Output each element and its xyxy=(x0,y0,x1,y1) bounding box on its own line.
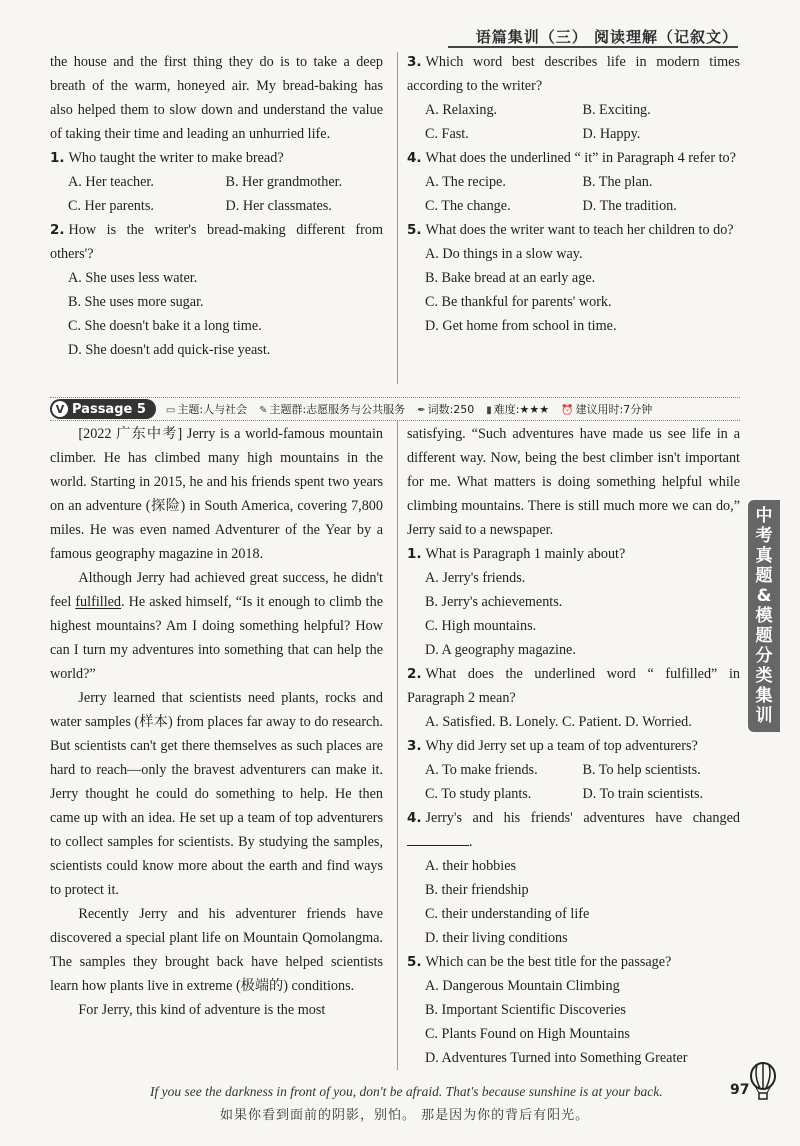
option-a[interactable]: A. Relaxing. xyxy=(425,102,498,118)
q4-options-row2 xyxy=(407,194,740,218)
q3-options-row1 xyxy=(407,98,740,122)
q1-options-row2 xyxy=(50,194,383,218)
option-c[interactable]: C. To study plants. xyxy=(425,786,532,802)
option-c[interactable]: C. Her parents. xyxy=(68,198,154,214)
topic-group-label: ✎ 主题群:志愿服务与公共服务 xyxy=(259,403,406,416)
option-a[interactable]: A. To make friends. xyxy=(425,762,538,778)
question-3: 3. Why did Jerry set up a team of top adventurers? xyxy=(407,738,698,754)
difficulty-label: ▮ 难度:★★★ xyxy=(486,403,550,416)
option-a[interactable]: A. Dangerous Mountain Climbing xyxy=(425,978,620,994)
header-rule xyxy=(448,46,738,48)
option-d[interactable]: D. A geography magazine. xyxy=(425,642,576,658)
question-5: 5. Which can be the best title for the passage? xyxy=(407,954,672,970)
option-c[interactable]: C. Plants Found on High Mountains xyxy=(425,1026,630,1042)
q1-options-row1 xyxy=(50,170,383,194)
option-c[interactable]: C. Fast. xyxy=(425,126,469,142)
option-d[interactable]: D. their living conditions xyxy=(425,930,568,946)
top-left-column xyxy=(50,50,383,362)
q2-options[interactable]: A. Satisfied. B. Lonely. C. Patient. D. Worried. xyxy=(425,714,692,730)
paragraph-2: Although Jerry had achieved great success, he didn't feel fulfilled. He asked himself, “Is it enough to climb the highest mountains? Am I doing something helpful? How can I turn my adventures into something that can help the world?” xyxy=(50,570,383,682)
q4-options-row1 xyxy=(407,170,740,194)
monitor-icon: ▭ xyxy=(165,405,176,416)
quill-icon: ✒ xyxy=(417,405,426,416)
passage-banner xyxy=(50,397,740,421)
question-2: 2. How is the writer's bread-making different from others'? xyxy=(50,222,383,262)
question-1: 1. Who taught the writer to make bread? xyxy=(50,150,284,166)
footer-quote-english: If you see the darkness in front of you, don't be afraid. That's because sunshine is at your back. xyxy=(150,1084,663,1099)
paragraph-5: For Jerry, this kind of adventure is the most xyxy=(78,1002,326,1018)
paragraph-4: Recently Jerry and his adventurer friends have discovered a special plant life on Mountain Qomolangma. The samples they brought back have helped scientists learn how plants live in extreme (极端的) conditions. xyxy=(50,906,383,994)
option-b[interactable]: B. Her grandmother. xyxy=(225,174,343,190)
column-divider xyxy=(397,420,398,1070)
underlined-word: fulfilled xyxy=(75,594,122,610)
option-d[interactable]: D. Get home from school in time. xyxy=(425,318,617,334)
question-4: 4. What does the underlined “ it” in Paragraph 4 refer to? xyxy=(407,150,736,166)
option-d[interactable]: D. Her classmates. xyxy=(225,198,332,214)
passage-badge-icon: V xyxy=(52,401,68,417)
section-title: 语篇集训（三） 阅读理解（记叙文） xyxy=(475,28,738,46)
questions-column xyxy=(407,422,740,1070)
option-a[interactable]: A. The recipe. xyxy=(425,174,506,190)
footer-quote-chinese: 如果你看到面前的阴影，别怕。 那是因为你的背后有阳光。 xyxy=(220,1108,590,1123)
option-a[interactable]: A. Her teacher. xyxy=(68,174,154,190)
option-b[interactable]: B. Bake bread at an early age. xyxy=(425,270,596,286)
question-1: 1. What is Paragraph 1 mainly about? xyxy=(407,546,626,562)
option-b[interactable]: B. The plan. xyxy=(582,174,653,190)
column-divider xyxy=(397,52,398,384)
q3-options-row2 xyxy=(407,782,740,806)
word-count-label: ✒ 词数:250 xyxy=(417,403,475,416)
option-d[interactable]: D. Adventures Turned into Something Greater xyxy=(425,1050,688,1066)
question-2: 2. What does the underlined word “ fulfilled” in Paragraph 2 mean? xyxy=(407,666,740,706)
pencil-icon: ✎ xyxy=(259,405,268,416)
q3-options-row2 xyxy=(407,122,740,146)
answer-blank[interactable] xyxy=(407,831,469,846)
option-c[interactable]: C. their understanding of life xyxy=(425,906,590,922)
paragraph-1: [2022 广东中考] Jerry is a world-famous mountain climber. He has climbed many high mountains in the world. Starting in 2015, he and his friends spent two years on an adventure (探险) in South America, covering 7,800 miles. He was even named Adventurer of the Year by a famous geography magazine in 2018. xyxy=(50,426,383,562)
option-d[interactable]: D. Happy. xyxy=(582,126,641,142)
page-number: 97 xyxy=(730,1082,750,1098)
option-c[interactable]: C. Be thankful for parents' work. xyxy=(425,294,612,310)
time-label: ⏰ 建议用时:7分钟 xyxy=(561,403,653,416)
option-a[interactable]: A. She uses less water. xyxy=(68,270,198,286)
option-b[interactable]: B. Important Scientific Discoveries xyxy=(425,1002,626,1018)
top-right-column xyxy=(407,50,740,338)
passage-badge: V Passage 5 xyxy=(50,399,156,419)
topic-label: ▭ 主题:人与社会 xyxy=(165,403,248,416)
option-b[interactable]: B. their friendship xyxy=(425,882,529,898)
option-a[interactable]: A. Jerry's friends. xyxy=(425,570,526,586)
q3-options-row1 xyxy=(407,758,740,782)
option-b[interactable]: B. Exciting. xyxy=(582,102,651,118)
option-a[interactable]: A. their hobbies xyxy=(425,858,517,874)
question-3: 3. Which word best describes life in modern times according to the writer? xyxy=(407,54,740,94)
option-d[interactable]: D. She doesn't add quick-rise yeast. xyxy=(68,342,271,358)
option-b[interactable]: B. Jerry's achievements. xyxy=(425,594,563,610)
option-d[interactable]: D. The tradition. xyxy=(582,198,677,214)
passage-column xyxy=(50,422,383,1022)
hot-air-balloon-icon xyxy=(748,1062,778,1107)
question-5: 5. What does the writer want to teach her children to do? xyxy=(407,222,734,238)
chapter-side-tab[interactable]: 中 考 真 题 & 模 题 分 类 集 训 xyxy=(748,500,780,732)
option-c[interactable]: C. The change. xyxy=(425,198,511,214)
paragraph-5-continued: satisfying. “Such adventures have made us see life in a different way. Now, being the best climber isn't important for me. What matters is doing something helpful while climbing mountains. There is still much more we can do,” Jerry said to a newspaper. xyxy=(407,426,740,538)
option-c[interactable]: C. She doesn't bake it a long time. xyxy=(68,318,262,334)
passage-continuation: the house and the first thing they do is to take a deep breath of the warm, honeyed air. My bread-baking has also helped them to slow down and understand the value of taking their time and leading an unhurried life. xyxy=(50,54,383,142)
option-a[interactable]: A. Do things in a slow way. xyxy=(425,246,583,262)
bars-icon: ▮ xyxy=(486,405,492,416)
option-c[interactable]: C. High mountains. xyxy=(425,618,537,634)
question-4: 4. Jerry's and his friends' adventures have changed . xyxy=(407,810,740,850)
option-d[interactable]: D. To train scientists. xyxy=(582,786,704,802)
paragraph-3: Jerry learned that scientists need plants, rocks and water samples (样本) from places far away to do research. But scientists can't get there themselves as such places are hard to reach—only the bravest adventurers can make it. Jerry thought he could do something to help. He then came up with an idea. He set up a team of top adventurers to collect samples for scientists. By studying the samples, scientists could know more about the earth and find ways to protect it. xyxy=(50,690,383,898)
option-b[interactable]: B. To help scientists. xyxy=(582,762,701,778)
clock-icon: ⏰ xyxy=(561,405,574,416)
option-b[interactable]: B. She uses more sugar. xyxy=(68,294,204,310)
